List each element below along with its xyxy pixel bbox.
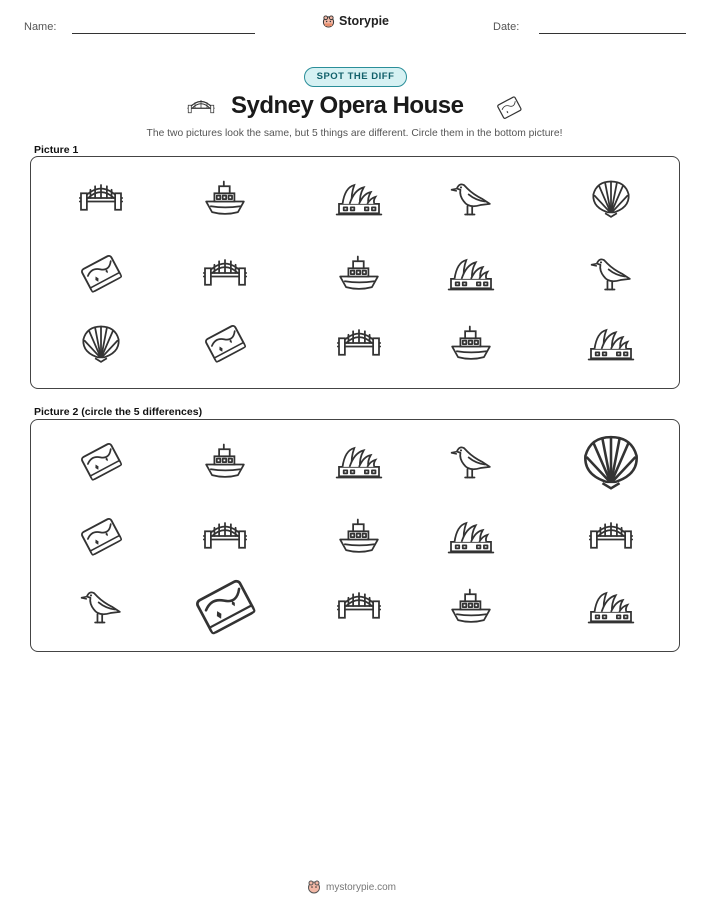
picture-1-cell bbox=[71, 175, 131, 225]
footer-site: mystorypie.com bbox=[326, 881, 397, 893]
picture-1-cell bbox=[329, 320, 389, 370]
opera-house-icon bbox=[587, 323, 635, 368]
picture-1-cell bbox=[71, 250, 131, 300]
opera-house-icon bbox=[587, 586, 635, 631]
bridge-icon bbox=[335, 323, 383, 368]
brand bbox=[322, 14, 389, 28]
boat-icon bbox=[447, 323, 495, 368]
seagull-icon bbox=[77, 586, 125, 631]
picture-2-cell[interactable] bbox=[581, 583, 641, 633]
brand-name: Storypie bbox=[339, 14, 390, 28]
picture-2-cell[interactable] bbox=[581, 513, 641, 563]
picture-1-cell bbox=[581, 250, 641, 300]
bridge-icon bbox=[201, 253, 249, 298]
boat-icon bbox=[447, 586, 495, 631]
harbour-bridge-icon bbox=[186, 96, 216, 121]
seagull-icon bbox=[447, 441, 495, 486]
opera-house-icon bbox=[447, 253, 495, 298]
picture-1-panel bbox=[30, 156, 680, 389]
picture-1-label: Picture 1 bbox=[34, 144, 79, 156]
map-icon bbox=[77, 516, 125, 561]
boat-icon bbox=[335, 516, 383, 561]
picture-1-cell bbox=[329, 175, 389, 225]
shell-icon bbox=[587, 178, 635, 223]
page-title: Sydney Opera House bbox=[231, 92, 464, 119]
picture-2-cell[interactable] bbox=[71, 513, 131, 563]
picture-1-cell bbox=[195, 175, 255, 225]
storypie-mascot-icon bbox=[322, 15, 335, 28]
shell-icon bbox=[576, 432, 646, 495]
picture-2-panel[interactable] bbox=[30, 419, 680, 652]
picture-2-cell[interactable] bbox=[182, 572, 269, 645]
opera-house-icon bbox=[335, 178, 383, 223]
picture-1-cell bbox=[581, 175, 641, 225]
seagull-icon bbox=[447, 178, 495, 223]
boat-icon bbox=[201, 178, 249, 223]
bridge-icon bbox=[201, 516, 249, 561]
date-label: Date: bbox=[493, 21, 520, 33]
picture-2-cell[interactable] bbox=[329, 583, 389, 633]
storypie-mascot-icon bbox=[307, 880, 321, 894]
picture-2-cell[interactable] bbox=[71, 438, 131, 488]
picture-1-cell bbox=[441, 320, 501, 370]
date-line[interactable] bbox=[539, 33, 686, 34]
picture-1-cell bbox=[71, 320, 131, 370]
bridge-icon bbox=[77, 178, 125, 223]
opera-house-icon bbox=[335, 441, 383, 486]
boat-icon bbox=[335, 253, 383, 298]
boat-icon bbox=[201, 441, 249, 486]
picture-2-cell[interactable] bbox=[329, 438, 389, 488]
map-icon bbox=[190, 577, 260, 640]
picture-1-cell bbox=[441, 175, 501, 225]
instructions: The two pictures look the same, but 5 things are different. Circle them in the bottom picture! bbox=[146, 128, 563, 139]
opera-house-icon bbox=[447, 516, 495, 561]
picture-1-cell bbox=[441, 250, 501, 300]
name-line[interactable] bbox=[72, 33, 255, 34]
footer bbox=[307, 880, 396, 894]
map-icon bbox=[494, 94, 524, 125]
picture-2-label: Picture 2 (circle the 5 differences) bbox=[34, 406, 203, 418]
picture-1-cell bbox=[195, 320, 255, 370]
picture-2-cell[interactable] bbox=[329, 513, 389, 563]
picture-2-cell[interactable] bbox=[441, 513, 501, 563]
map-icon bbox=[77, 441, 125, 486]
picture-1-cell bbox=[195, 250, 255, 300]
picture-1-cell bbox=[581, 320, 641, 370]
bridge-icon bbox=[335, 586, 383, 631]
shell-icon bbox=[77, 323, 125, 368]
seagull-icon bbox=[587, 253, 635, 298]
picture-1-cell bbox=[329, 250, 389, 300]
picture-2-cell[interactable] bbox=[441, 438, 501, 488]
picture-2-cell[interactable] bbox=[195, 438, 255, 488]
picture-2-cell[interactable] bbox=[441, 583, 501, 633]
bridge-icon bbox=[587, 516, 635, 561]
picture-2-cell[interactable] bbox=[195, 513, 255, 563]
map-icon bbox=[201, 323, 249, 368]
map-icon bbox=[77, 253, 125, 298]
spot-the-diff-badge: SPOT THE DIFF bbox=[304, 67, 407, 87]
picture-2-cell[interactable] bbox=[71, 583, 131, 633]
picture-2-cell[interactable] bbox=[568, 427, 655, 500]
name-label: Name: bbox=[24, 21, 57, 33]
